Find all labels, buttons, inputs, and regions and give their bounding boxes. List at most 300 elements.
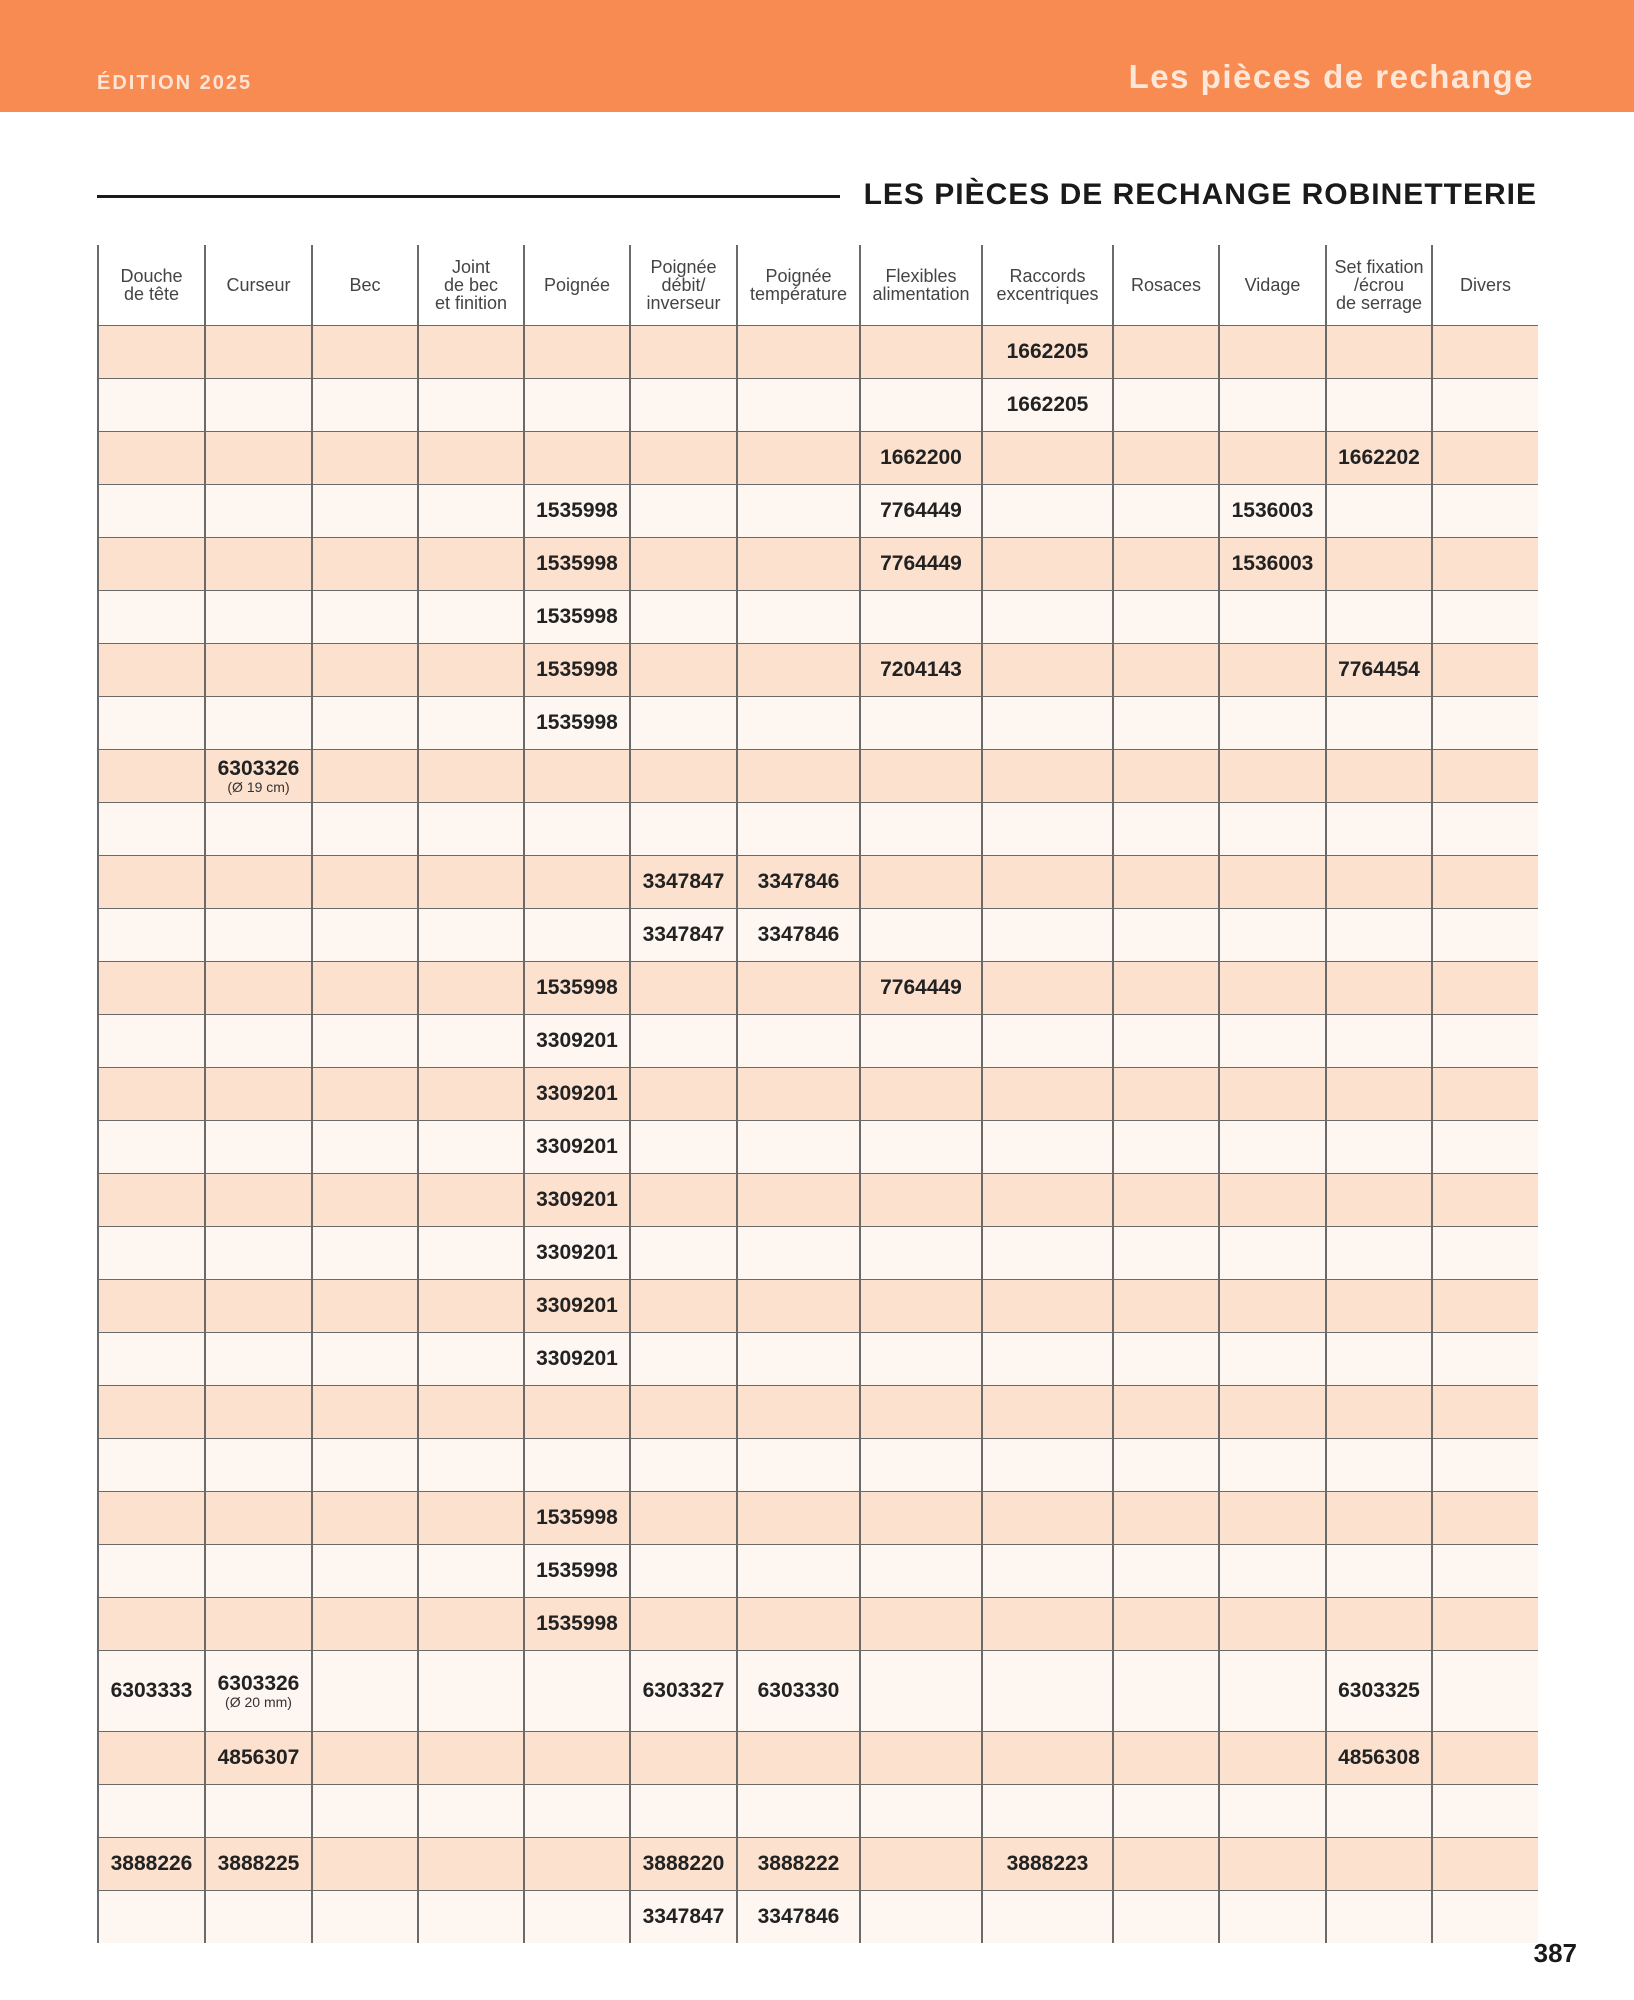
table-cell [1432,485,1538,538]
table-row [98,1598,1538,1651]
part-number: 6303333 [110,1679,193,1702]
table-cell [860,962,982,1015]
part-number: 6303330 [757,1679,840,1702]
part-number: 7764449 [880,552,962,575]
table-cell [1326,1386,1432,1439]
table-cell [1326,1891,1432,1944]
table-cell [205,1439,312,1492]
table-cell [1219,485,1326,538]
table-cell [1219,1891,1326,1944]
table-cell [1113,1545,1219,1598]
table-cell [1432,1227,1538,1280]
table-cell [98,1333,205,1386]
part-number: 1536003 [1231,499,1314,522]
table-cell [98,1280,205,1333]
part-number: 3309201 [536,1082,618,1105]
column-header: Vidage [1219,245,1326,326]
table-cell [524,1068,630,1121]
table-cell [1113,1732,1219,1785]
table-row [98,591,1538,644]
table-cell [982,1333,1113,1386]
table-cell [1219,379,1326,432]
table-cell [1219,1439,1326,1492]
table-cell [418,1439,524,1492]
table-cell [1326,803,1432,856]
table-row [98,697,1538,750]
table-cell [205,1651,312,1732]
table-cell [1113,1785,1219,1838]
table-cell [982,909,1113,962]
part-note: (Ø 20 mm) [225,1694,292,1710]
table-cell [737,1891,860,1944]
part-number: 3309201 [536,1188,618,1211]
edition-label: ÉDITION 2025 [97,72,253,94]
table-cell [860,1492,982,1545]
table-cell [1113,485,1219,538]
table-cell [1219,750,1326,803]
table-cell [205,750,312,803]
table-cell [737,1227,860,1280]
table-body [98,326,1538,1944]
table-row [98,1068,1538,1121]
table-cell [524,1227,630,1280]
table-cell [312,1891,418,1944]
table-cell [630,803,737,856]
table-cell [312,1785,418,1838]
table-cell [860,432,982,485]
table-cell [205,697,312,750]
table-cell [418,1838,524,1891]
part-number: 1535998 [536,1559,618,1582]
table-cell [524,1545,630,1598]
table-cell [982,1732,1113,1785]
table-cell [630,909,737,962]
table-cell [982,1386,1113,1439]
part-number: 1535998 [536,976,618,999]
table-row [98,1492,1538,1545]
table-cell [860,803,982,856]
table-cell [1432,432,1538,485]
table-cell [860,379,982,432]
table-cell [982,379,1113,432]
part-number: 1535998 [536,499,618,522]
table-cell [630,1015,737,1068]
table-cell [205,803,312,856]
table-cell [205,856,312,909]
table-cell [1432,1598,1538,1651]
column-header: Douche de tête [98,245,205,326]
column-header: Rosaces [1113,245,1219,326]
table-cell [982,644,1113,697]
table-cell [205,591,312,644]
table-cell [312,1280,418,1333]
table-cell [205,1174,312,1227]
part-number: 3309201 [536,1135,618,1158]
table-row [98,326,1538,379]
table-cell [524,1015,630,1068]
table-cell [418,1280,524,1333]
table-cell [418,909,524,962]
table-cell [860,1439,982,1492]
table-cell [860,1068,982,1121]
table-cell [418,1015,524,1068]
table-cell [418,856,524,909]
table-cell [1326,432,1432,485]
spare-parts-table [97,245,1538,1943]
table-cell [1432,750,1538,803]
table-cell [1432,856,1538,909]
table-cell [98,856,205,909]
table-cell [1432,326,1538,379]
table-cell [737,1439,860,1492]
table-cell [737,379,860,432]
table-cell [524,1439,630,1492]
table-cell [1113,856,1219,909]
table-cell [1326,1227,1432,1280]
table-cell [1432,1068,1538,1121]
table-cell [860,644,982,697]
table-cell [205,379,312,432]
table-cell [1432,1838,1538,1891]
table-cell [418,1386,524,1439]
table-cell [1113,379,1219,432]
table-cell [982,485,1113,538]
table-cell [1219,326,1326,379]
table-cell [737,1545,860,1598]
table-cell [630,1492,737,1545]
table-cell [1219,1386,1326,1439]
table-cell [1113,697,1219,750]
table-cell [982,1015,1113,1068]
column-header: Raccords excentriques [982,245,1113,326]
table-cell [737,1598,860,1651]
table-cell [1326,538,1432,591]
table-cell [98,538,205,591]
table-cell [98,962,205,1015]
table-cell [1113,1121,1219,1174]
column-header: Flexibles alimentation [860,245,982,326]
table-cell [630,432,737,485]
table-row [98,1174,1538,1227]
column-header: Poignée [524,245,630,326]
table-cell [205,1838,312,1891]
table-cell [418,1732,524,1785]
table-cell [312,1015,418,1068]
table-cell [1326,1068,1432,1121]
table-cell [860,1838,982,1891]
table-cell [860,750,982,803]
table-row [98,432,1538,485]
part-number: 3347846 [757,870,840,893]
table-cell [418,1651,524,1732]
table-cell [1326,856,1432,909]
table-cell [860,1732,982,1785]
table-cell [737,485,860,538]
table-cell [860,538,982,591]
table-cell [982,1174,1113,1227]
table-cell [1113,538,1219,591]
table-cell [1432,909,1538,962]
table-cell [1432,1545,1538,1598]
table-cell [860,1386,982,1439]
table-cell [1113,326,1219,379]
table-cell [1432,1732,1538,1785]
table-cell [1432,962,1538,1015]
table-cell [982,856,1113,909]
table-cell [1432,644,1538,697]
banner-section-title: Les pièces de rechange [1128,58,1534,95]
table-cell [418,591,524,644]
table-cell [98,1068,205,1121]
table-cell [860,326,982,379]
table-cell [860,1280,982,1333]
table-cell [524,644,630,697]
table-cell [982,803,1113,856]
part-number: 3309201 [536,1029,618,1052]
table-cell [1219,644,1326,697]
table-cell [1326,1545,1432,1598]
table-cell [98,1439,205,1492]
table-row [98,803,1538,856]
table-cell [205,909,312,962]
table-row [98,379,1538,432]
part-number: 3347847 [642,1905,725,1928]
table-row [98,909,1538,962]
part-number: 4856307 [217,1746,300,1769]
table-cell [418,962,524,1015]
table-cell [630,1174,737,1227]
table-cell [205,1386,312,1439]
table-row [98,1838,1538,1891]
table-cell [524,1651,630,1732]
table-cell [737,1121,860,1174]
column-header: Poignée débit/ inverseur [630,245,737,326]
table-cell [630,1227,737,1280]
part-number: 1536003 [1231,552,1314,575]
table-cell [860,1333,982,1386]
part-number: 7764449 [880,499,962,522]
table-cell [98,909,205,962]
part-number: 1662205 [1006,393,1089,416]
part-number: 1535998 [536,1612,618,1635]
part-number: 1662205 [1006,340,1089,363]
table-cell [1326,1838,1432,1891]
table-row [98,1545,1538,1598]
table-cell [524,1386,630,1439]
table-cell [1219,1785,1326,1838]
table-cell [524,1891,630,1944]
table-cell [1326,1015,1432,1068]
table-cell [1432,803,1538,856]
table-cell [860,1174,982,1227]
table-cell [1113,962,1219,1015]
part-number: 7204143 [880,658,962,681]
table-cell [1219,1280,1326,1333]
table-cell [418,1785,524,1838]
table-cell [524,697,630,750]
table-cell [205,962,312,1015]
table-cell [630,326,737,379]
table-cell [1113,1651,1219,1732]
table-cell [524,326,630,379]
table-cell [737,962,860,1015]
table-cell [1113,1280,1219,1333]
table-cell [524,909,630,962]
table-cell [524,1838,630,1891]
table-cell [737,750,860,803]
table-cell [982,1492,1113,1545]
table-cell [98,1545,205,1598]
table-cell [737,1492,860,1545]
table-cell [1432,538,1538,591]
table-cell [1113,1174,1219,1227]
table-cell [205,1015,312,1068]
table-header-row [98,245,1538,326]
table-cell [524,1333,630,1386]
table-cell [1326,485,1432,538]
table-cell [737,1068,860,1121]
table-cell [205,1891,312,1944]
table-cell [205,432,312,485]
table-cell [418,1545,524,1598]
table-cell [860,485,982,538]
table-cell [982,697,1113,750]
table-cell [1219,697,1326,750]
part-number: 1662202 [1338,446,1420,469]
table-cell [418,1227,524,1280]
table-row [98,1280,1538,1333]
table-cell [312,485,418,538]
table-cell [1432,1492,1538,1545]
table-row [98,1651,1538,1732]
table-cell [737,538,860,591]
part-number: 3888225 [217,1852,300,1875]
table-cell [312,326,418,379]
table-cell [982,1598,1113,1651]
table-cell [1113,1439,1219,1492]
table-cell [1432,1651,1538,1732]
table-cell [98,1732,205,1785]
table-row [98,962,1538,1015]
table-cell [982,1227,1113,1280]
part-number: 6303327 [642,1679,725,1702]
table-cell [205,538,312,591]
table-cell [737,1785,860,1838]
table-cell [418,1121,524,1174]
table-cell [98,326,205,379]
table-cell [205,1732,312,1785]
table-cell [737,644,860,697]
table-cell [630,644,737,697]
title-rule [97,195,840,198]
table-cell [524,962,630,1015]
table-cell [98,750,205,803]
table-cell [98,1838,205,1891]
part-number: 3347847 [642,870,725,893]
table-cell [524,1121,630,1174]
table-cell [205,1333,312,1386]
table-cell [630,962,737,1015]
part-note: (Ø 19 cm) [227,779,290,795]
table-cell [1326,379,1432,432]
table-cell [205,1121,312,1174]
table-cell [860,1015,982,1068]
part-number: 3347847 [642,923,725,946]
table-cell [1113,1598,1219,1651]
table-cell [1219,1227,1326,1280]
table-cell [1326,750,1432,803]
table-cell [205,644,312,697]
table-cell [312,591,418,644]
table-cell [1326,1732,1432,1785]
table-cell [982,962,1113,1015]
table-cell [98,1598,205,1651]
table-cell [1219,1545,1326,1598]
column-header: Curseur [205,245,312,326]
table-cell [1432,379,1538,432]
table-cell [982,1121,1113,1174]
part-number: 4856308 [1338,1746,1420,1769]
column-header: Bec [312,245,418,326]
table-cell [630,591,737,644]
table-cell [312,379,418,432]
table-cell [1326,644,1432,697]
table-cell [630,1732,737,1785]
table-cell [1113,1068,1219,1121]
table-cell [312,856,418,909]
table-cell [982,326,1113,379]
table-cell [205,485,312,538]
table-cell [860,1785,982,1838]
table-row [98,1732,1538,1785]
table-cell [982,1439,1113,1492]
part-number: 1535998 [536,711,618,734]
part-number: 3309201 [536,1347,618,1370]
table-cell [1219,1121,1326,1174]
table-cell [630,1333,737,1386]
table-cell [1219,962,1326,1015]
table-row [98,644,1538,697]
part-number: 6303326 [217,1672,300,1695]
table-cell [1113,1492,1219,1545]
table-cell [982,1891,1113,1944]
table-cell [1326,1439,1432,1492]
table-cell [860,1227,982,1280]
table-cell [982,750,1113,803]
table-cell [312,432,418,485]
table-cell [737,432,860,485]
table-cell [98,1121,205,1174]
table-cell [98,1891,205,1944]
table-row [98,1015,1538,1068]
table-cell [737,591,860,644]
column-header: Divers [1432,245,1538,326]
table-cell [737,1651,860,1732]
table-cell [630,538,737,591]
part-number: 3309201 [536,1241,618,1264]
table-cell [418,1333,524,1386]
table-cell [737,1838,860,1891]
table-cell [982,1545,1113,1598]
table-cell [982,1280,1113,1333]
table-cell [524,856,630,909]
part-number: 3309201 [536,1294,618,1317]
table-cell [1113,644,1219,697]
table-cell [860,909,982,962]
table-cell [98,432,205,485]
table-cell [205,1492,312,1545]
table-cell [98,1785,205,1838]
